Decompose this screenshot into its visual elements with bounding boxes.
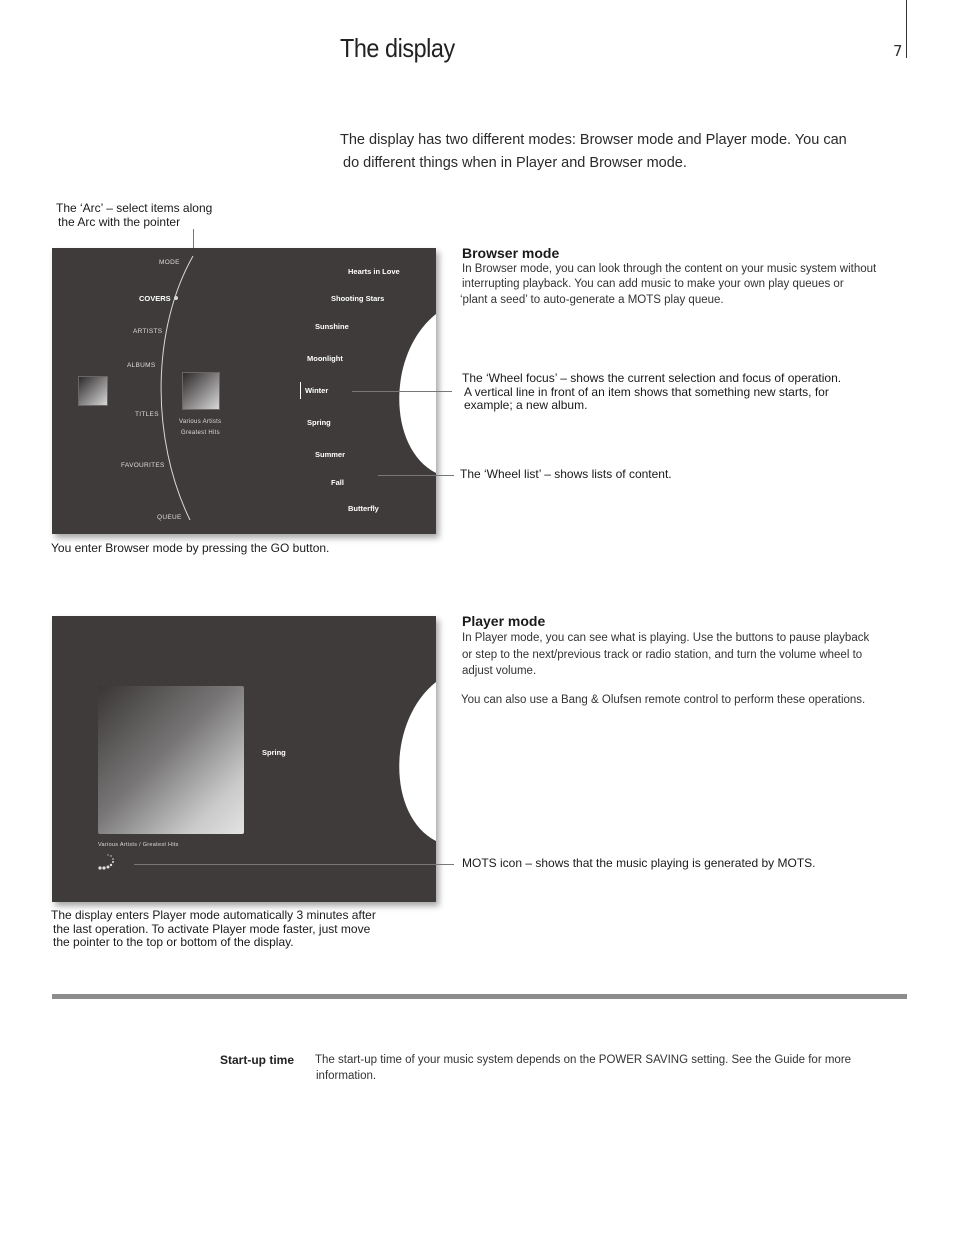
wheel-focus-item[interactable]: Winter: [305, 386, 329, 395]
wheel-list-leader-line: [378, 475, 454, 476]
browser-mode-description: [462, 262, 907, 308]
player-mode-heading: Player mode: [462, 613, 546, 629]
wheel-list-item[interactable]: Sunshine: [315, 322, 349, 331]
wheel-list-item[interactable]: Hearts in Love: [348, 267, 400, 276]
callout-line: The ‘Wheel focus’ – shows the current selection and focus of operation.: [462, 371, 842, 385]
body-line: ‘plant a seed’ to auto-generate a MOTS play queue.: [460, 293, 724, 306]
corner-rule: [906, 0, 907, 58]
wheel-focus-callout: [462, 372, 907, 413]
page-title: The display: [340, 33, 455, 63]
intro-paragraph: [340, 129, 900, 175]
startup-time-label: Start-up time: [220, 1053, 295, 1067]
wheel-list-item[interactable]: Shooting Stars: [331, 294, 385, 303]
arc-callout: [56, 202, 212, 229]
cover-caption-artist: Various Artists: [179, 419, 222, 425]
now-playing-artist-album: Various Artists / Greatest Hits: [98, 842, 179, 848]
body-line: In Browser mode, you can look through the content on your music system without: [462, 263, 877, 275]
callout-line: the Arc with the pointer: [58, 214, 181, 229]
arc-item[interactable]: COVERS: [139, 294, 171, 303]
player-mode-screen: [52, 616, 436, 902]
body-line: The start-up time of your music system depends on the POWER SAVING setting. See the Guide for more: [315, 1054, 852, 1066]
wheel-focus-marker: [300, 382, 301, 399]
wheel-list-item[interactable]: Fall: [331, 478, 344, 487]
wheel-list-item[interactable]: Spring: [307, 418, 331, 427]
mots-icon-callout: MOTS icon – shows that the music playing is generated by MOTS.: [462, 856, 816, 870]
startup-time-text: [315, 1053, 905, 1084]
body-line: In Player mode, you can see what is playing. Use the buttons to pause playback: [462, 632, 870, 644]
wheel-list-item[interactable]: Moonlight: [307, 354, 343, 363]
player-caption: [51, 909, 431, 950]
arc-item[interactable]: ALBUMS: [127, 362, 156, 369]
arc-item[interactable]: ARTISTS: [133, 328, 163, 335]
section-divider: [52, 994, 907, 999]
body-line: adjust volume.: [462, 665, 537, 677]
screen-cutout: [399, 616, 436, 902]
callout-line: The ‘Arc’ – select items along: [56, 201, 213, 215]
wheel-focus-leader-line: [352, 391, 452, 392]
body-line: or step to the next/previous track or radio station, and turn the volume wheel to: [462, 648, 863, 661]
arc-item[interactable]: TITLES: [135, 411, 159, 418]
callout-line: the last operation. To activate Player mode faster, just move: [53, 921, 371, 936]
now-playing-track: Spring: [262, 748, 286, 757]
arc-item[interactable]: MODE: [159, 259, 180, 266]
intro-line: do different things when in Player and Browser mode.: [343, 155, 687, 171]
body-line: interrupting playback. You can add music to make your own play queues or: [462, 278, 844, 291]
mots-leader-line: [134, 864, 454, 865]
intro-line: The display has two different modes: Browser mode and Player mode. You can: [340, 132, 847, 148]
callout-line: A vertical line in front of an item shows that something new starts, for: [464, 384, 829, 399]
mots-icon: [98, 854, 114, 869]
arc-item[interactable]: QUEUE: [157, 514, 182, 521]
cover-caption-album: Greatest Hits: [181, 430, 220, 436]
wheel-list-item[interactable]: Summer: [315, 450, 346, 459]
album-cover-thumbnail[interactable]: [182, 372, 220, 410]
arc-selection-dot: [174, 296, 178, 300]
wheel-list-callout: The ‘Wheel list’ – shows lists of content.: [460, 467, 672, 481]
now-playing-cover: [98, 686, 244, 834]
small-cover-thumbnail[interactable]: [78, 376, 108, 406]
player-mode-description: [462, 630, 907, 680]
arc-item[interactable]: FAVOURITES: [121, 462, 165, 469]
page-number: 7: [893, 42, 903, 60]
player-mode-remote-note: You can also use a Bang & Olufsen remote control to perform these operations.: [461, 694, 866, 706]
callout-line: The display enters Player mode automatically 3 minutes after: [51, 908, 376, 922]
callout-line: example; a new album.: [464, 398, 588, 412]
callout-line: the pointer to the top or bottom of the display.: [53, 935, 294, 949]
wheel-list-item[interactable]: Butterfly: [348, 504, 379, 513]
browser-caption: You enter Browser mode by pressing the GO button.: [51, 541, 330, 555]
browser-mode-heading: Browser mode: [462, 245, 560, 261]
body-line: information.: [316, 1069, 377, 1082]
